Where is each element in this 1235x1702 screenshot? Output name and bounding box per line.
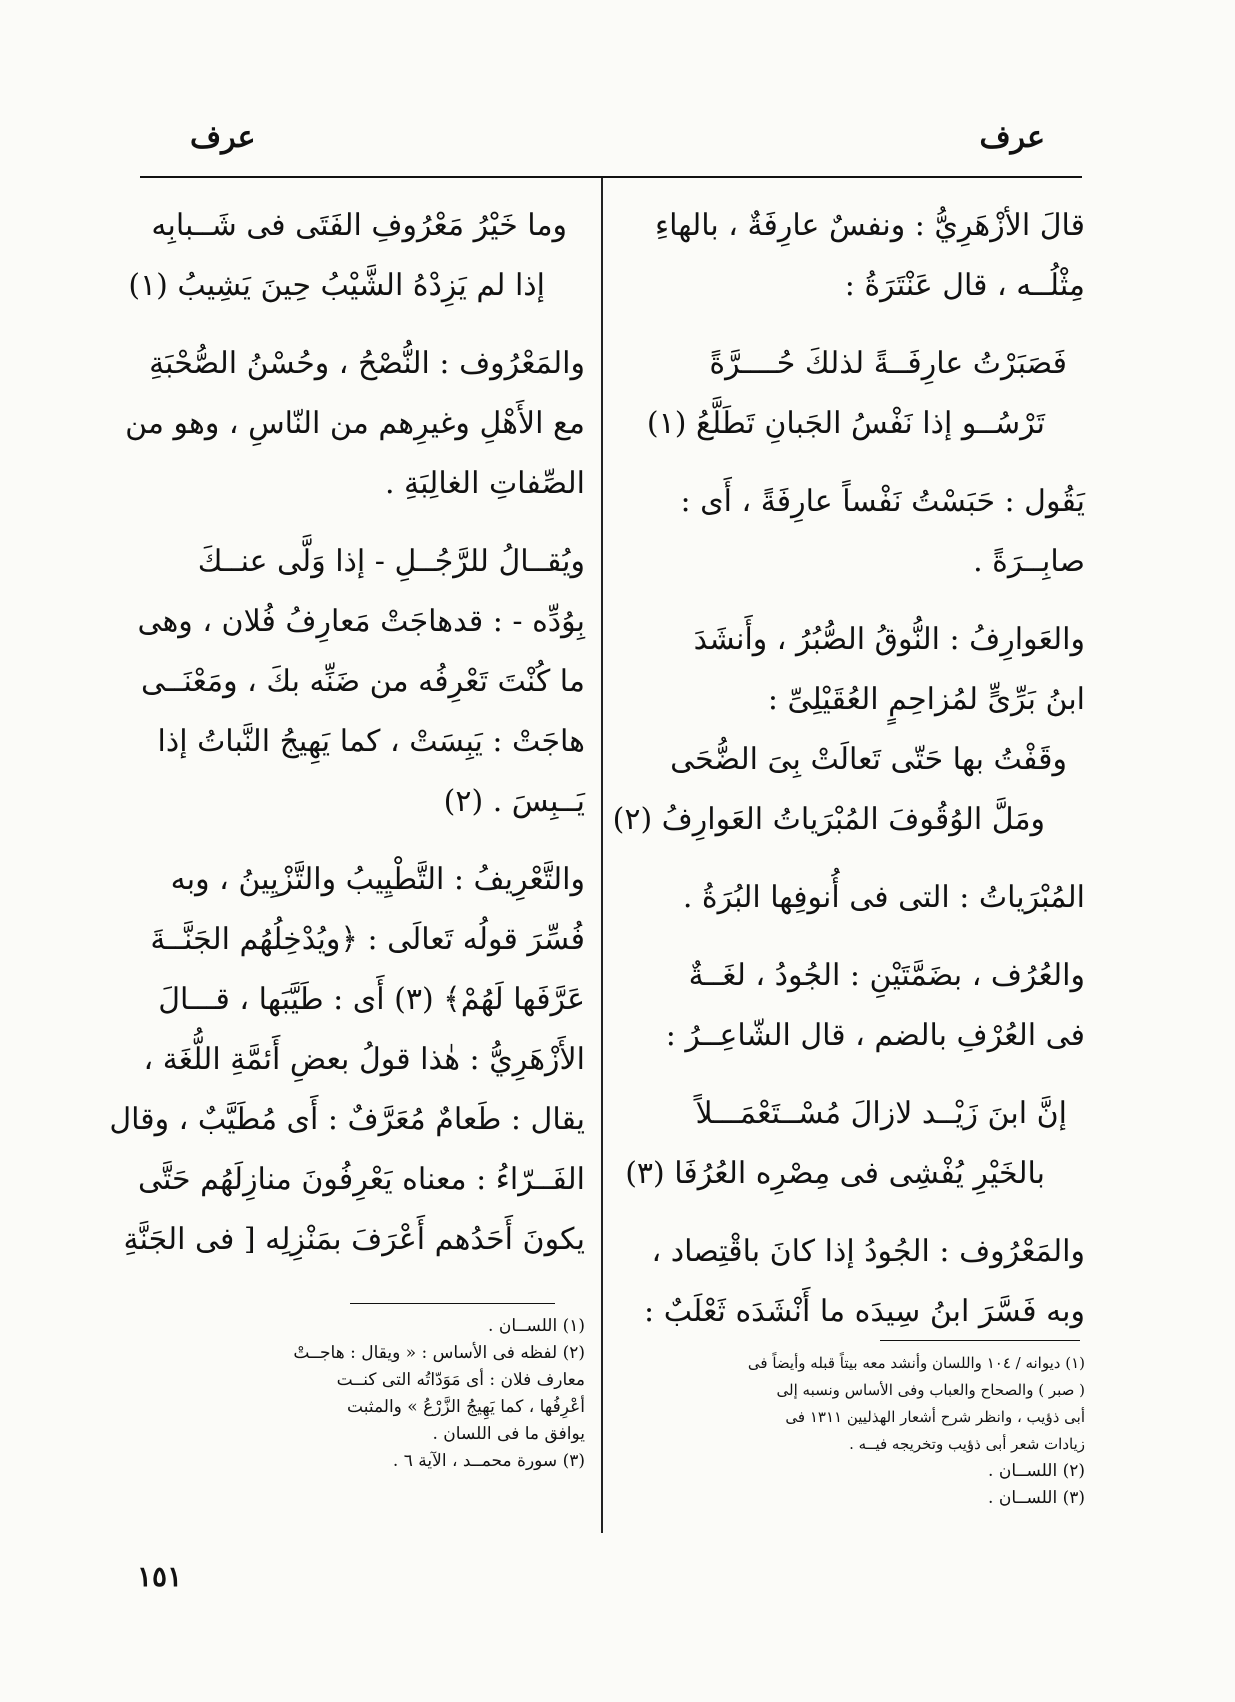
verse-line: فَصَبَرْتُ عارِفَــةً لذلكَ حُــــرَّةً [709,346,1067,381]
footnote-line: (٢) لفظه فى الأساس : « ويقال : هاجــتْ [293,1343,585,1363]
footnote-line: أبى ذؤيب ، وانظر شرح أشعار الهذليين ١٣١١ فى [785,1408,1085,1426]
text-line: عَرَّفَها لَهُمْ﴾ (٣) أَى : طَيَّبَها ، قـــالَ [158,982,585,1017]
text-line: مع الأَهْلِ وغيرِهم من النّاسِ ، وهو من [125,406,585,441]
footnote-line: (١) اللســان . [488,1316,585,1336]
footnote-line: (٣) سورة محمــد ، الآية ٦ . [392,1451,585,1471]
text-line: يقال : طَعامٌ مُعَرَّفٌ : أَى مُطَيَّبٌ ، وقال [109,1102,585,1137]
left-column [109,196,585,1270]
footnotes-right [645,1350,1085,1512]
text-line: فى العُرْفِ بالضم ، قال الشّاعِــرُ : [665,1018,1085,1053]
text-line: ابنُ بَرِّىٍّ لمُزاحِمٍ العُقَيْلِىِّ : [767,682,1085,717]
text-line: صابِــرَةً . [973,544,1085,579]
text-line: يَــبِسَ . (٢) [443,784,585,819]
column-divider [601,178,603,1533]
running-header-left: عرف [190,120,256,155]
text-line: الأَزْهَرِيُّ : هٰذا قولُ بعضِ أَئمَّةِ اللُّغَة ، [143,1042,585,1077]
verse-line: وقَفْتُ بها حَتّى تَعالَتْ بِىَ الضُّحَى [670,742,1067,777]
text-line: والمَعْرُوف : النُّصْحُ ، وحُسْنُ الصُّحْبَةِ [149,346,585,381]
text-line: هاجَتْ : يَبِسَتْ ، كما يَهِيجُ النَّباتُ إذا [157,724,585,759]
footnote-rule-right [880,1340,1080,1341]
verse-line: تَرْسُــو إذا نَفْسُ الجَبانِ تَطَلَّعُ (١) [646,406,1045,441]
footnote-line: (١) ديوانه / ١٠٤ واللسان وأنشد معه بيتاً قبله وأيضاً فى [747,1354,1085,1372]
verse-line: بالخَيْرِ يُفْشِى فى مِصْرِه العُرُفَا (٣) [625,1156,1045,1191]
header-rule [140,176,1082,178]
verse-line: وما خَيْرُ مَعْرُوفِ الفَتَى فى شَــبابِه [151,208,567,243]
text-line: الفَــرّاءُ : معناه يَعْرِفُونَ منازِلَهُم حَتَّى [138,1162,585,1197]
text-line: ويُقــالُ للرَّجُــلِ - إذا وَلَّى عنــكَ [197,544,585,579]
verse-line: إذا لم يَزِدْهُ الشَّيْبُ حِينَ يَشِيبُ (١) [128,268,545,303]
text-line: المُبْرَياتُ : التى فى أُنوفِها البُرَةُ . [682,880,1085,915]
text-line: والمَعْرُوف : الجُودُ إذا كانَ باقْتِصاد ، [651,1234,1085,1269]
right-column [612,196,1085,1342]
text-line: والعُرُف ، بضَمَّتَيْنِ : الجُودُ ، لغَــةٌ [688,958,1085,993]
footnote-line: معارف فلان : أى مَوَدّاتُه التى كنــت [336,1370,585,1390]
footnote-rule-left [350,1303,555,1304]
text-line: فُسِّرَ قولُه تَعالَى : ﴿ويُدْخِلُهُم الجَنَّــةَ [150,922,585,957]
text-line: يكونَ أَحَدُهم أَعْرَفَ بمَنْزِلِه [ فى الجَنَّةِ [123,1222,585,1257]
text-line: والعَوارِفُ : النُّوقُ الصُّبُرُ ، وأَنشَدَ [693,622,1085,657]
text-line: بِوُدِّه - : قدهاجَتْ مَعارِفُ فُلان ، وهى [137,604,585,639]
footnote-line: (٢) اللســان . [988,1461,1085,1481]
footnote-line: أعْرِفُها ، كما يَهِيجُ الزَّرْعُ » والمثبت [347,1397,585,1417]
text-line: الصِّفاتِ الغالِبَةِ . [384,466,585,501]
text-line: والتَّعْرِيفُ : التَّطْيِيبُ والتَّزْيِينُ ، وبه [170,862,585,897]
text-line: وبه فَسَّرَ ابنُ سِيدَه ما أَنْشَدَه ثَعْلَبٌ : [644,1294,1085,1329]
verse-line: ومَلَّ الوُقُوفَ المُبْرَياتُ العَوارِفُ (٢) [612,802,1045,837]
footnotes-left [130,1313,585,1475]
text-line: ما كُنْتَ تَعْرِفُه من ضَنِّه بكَ ، ومَعْنَــى [140,664,585,699]
footnote-line: يوافق ما فى اللسان . [432,1424,585,1444]
footnote-line: زيادات شعر أبى ذؤيب وتخريجه فيــه . [849,1435,1085,1453]
footnote-line: (٣) اللســان . [988,1488,1085,1508]
text-line: مِثْلُــه ، قال عَنْتَرَةُ : [844,268,1085,303]
text-line: قالَ الأزْهَرِيُّ : ونفسٌ عارِفَةٌ ، بالهاءِ [655,208,1085,243]
running-header-right: عرف [979,120,1045,155]
footnote-line: ( صبر ) والصحاح والعباب وفى الأساس ونسبه إلى [776,1381,1085,1399]
page-number: ١٥١ [137,1560,183,1593]
verse-line: إنَّ ابنَ زَيْــد لازالَ مُسْــتَعْمَـــلاً [695,1096,1067,1131]
text-line: يَقُول : حَبَسْتُ نَفْساً عارِفَةً ، أَى : [680,484,1085,519]
